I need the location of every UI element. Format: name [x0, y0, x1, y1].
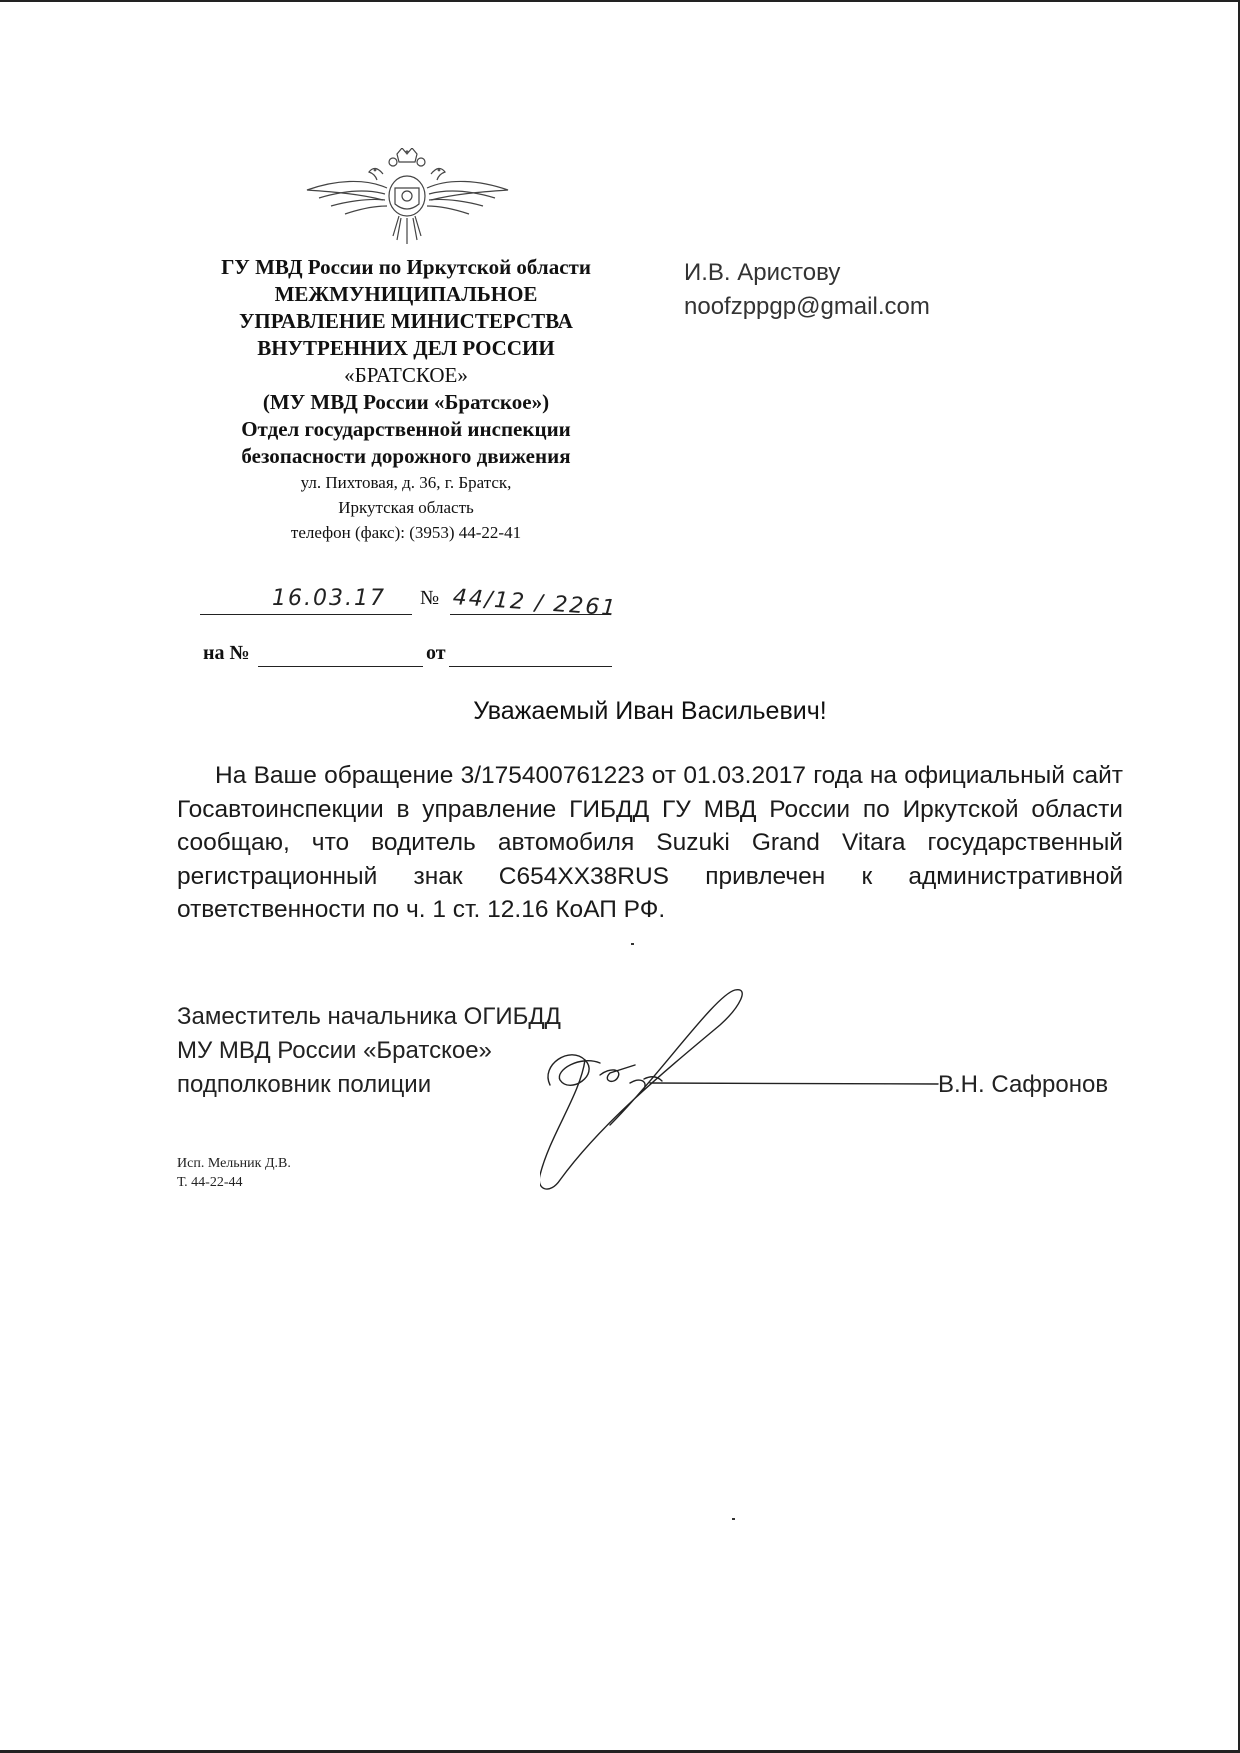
- scan-speck: [732, 1518, 735, 1520]
- address-line: ул. Пихтовая, д. 36, г. Братск,: [300, 473, 512, 492]
- executor-name: Исп. Мельник Д.В.: [177, 1156, 291, 1171]
- handwritten-signature: [540, 985, 960, 1215]
- letterhead-line: безопасности дорожного движения: [241, 444, 571, 468]
- greeting: Уважаемый Иван Васильевич!: [473, 697, 827, 725]
- executor-phone: Т. 44-22-44: [177, 1175, 243, 1190]
- registration-number: 44/12 / 2261: [452, 585, 619, 622]
- letterhead-line: (МУ МВД России «Братское»): [262, 390, 550, 414]
- recipient-block: [684, 256, 930, 324]
- letterhead-line: УПРАВЛЕНИЕ МИНИСТЕРСТВА: [239, 309, 573, 333]
- reference-from-label: от: [426, 642, 446, 664]
- letterhead-line: ГУ МВД России по Иркутской области: [221, 255, 591, 279]
- signatory-block: [177, 1000, 561, 1102]
- signatory-name: В.Н. Сафронов: [938, 1071, 1109, 1098]
- scan-border-top: [0, 0, 1240, 2]
- registration-date: 16.03.17: [272, 586, 386, 611]
- address-line: телефон (факс): (3953) 44-22-41: [290, 523, 522, 542]
- reference-no-line: [258, 666, 423, 667]
- letter-body: На Ваше обращение 3/175400761223 от 01.03.2017 года на официальный сайт Госавтоинспекции в управление ГИБДД ГУ МВД России по Иркутской области сообщаю, что водитель автомобиля Suzuki Grand Vitara государственный регистрационный знак С654ХХ38RUS привлечен к административной ответственности по ч. 1 ст. 12.16 КоАП РФ.: [177, 762, 1123, 923]
- address-line: Иркутская область: [338, 498, 474, 517]
- reference-no-label: на №: [203, 642, 250, 664]
- letterhead: [168, 254, 644, 545]
- recipient-name: И.В. Аристову: [684, 259, 841, 286]
- letterhead-line: ВНУТРЕННИХ ДЕЛ РОССИИ: [257, 336, 555, 360]
- letterhead-line: Отдел государственной инспекции: [241, 417, 571, 441]
- recipient-email: noofzppgp@gmail.com: [684, 293, 930, 320]
- reference-from-line: [449, 666, 612, 667]
- mvd-emblem-icon: [305, 148, 510, 248]
- executor-block: [177, 1154, 291, 1192]
- letterhead-line: «БРАТСКОЕ»: [344, 363, 468, 387]
- registration-number-sign: №: [420, 587, 440, 609]
- letterhead-line: МЕЖМУНИЦИПАЛЬНОЕ: [274, 282, 538, 306]
- scan-speck: [631, 943, 634, 945]
- signatory-position: Заместитель начальника ОГИБДД: [177, 1003, 561, 1030]
- signatory-rank: подполковник полиции: [177, 1071, 432, 1098]
- signatory-department: МУ МВД России «Братское»: [177, 1037, 492, 1064]
